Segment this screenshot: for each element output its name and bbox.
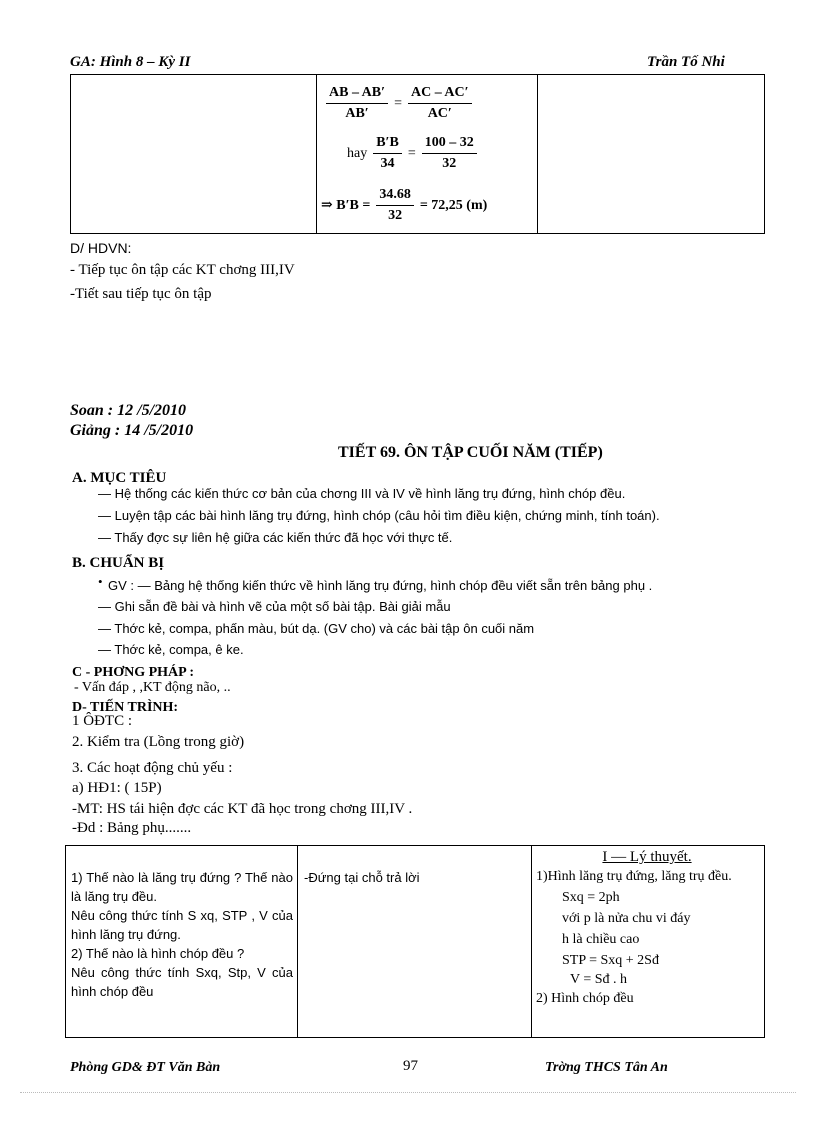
table-divider-1 [316, 75, 317, 233]
content-line: với p là nửa chu vi đáy [562, 911, 691, 926]
header-left: GA: Hình 8 – Kỳ II [70, 54, 191, 70]
teacher-column [71, 868, 293, 1001]
section-b-title: B. CHUẨN BỊ [72, 555, 165, 571]
formula-row-2 [347, 135, 477, 172]
section-d-item: -Đd : Bảng phụ....... [72, 820, 192, 836]
fraction-numerator: 34.68 [376, 187, 414, 206]
fraction-numerator: AB – AB′ [326, 85, 388, 104]
fraction-denominator: 32 [388, 208, 403, 223]
section-c-text: - Vấn đáp , ,KT động não, .. [74, 680, 231, 695]
equals-sign: = [394, 95, 402, 111]
giang-date: Giảng : 14 /5/2010 [70, 422, 194, 439]
section-d-item: -MT: HS tái hiện đợc các KT đã học trong chơng III,IV . [72, 801, 413, 817]
header-right: Trần Tố Nhi [647, 54, 725, 70]
student-column: -Đứng tại chỗ trả lời [304, 870, 420, 885]
content-line: V = Sđ . h [570, 972, 628, 987]
fraction-numerator: 100 – 32 [422, 135, 477, 154]
equals-sign: = [407, 145, 416, 161]
fraction-result [376, 187, 414, 224]
footer-left: Phòng GD& ĐT Văn Bàn [70, 1060, 221, 1075]
page-edge-dotted-line [20, 1092, 796, 1093]
hdvn-line-1: - Tiếp tục ôn tập các KT chơng III,IV [70, 262, 295, 278]
hdvn-title: D/ HDVN: [70, 240, 132, 256]
footer-right: Trờng THCS Tân An [545, 1060, 668, 1075]
section-a-item: — Thấy đợc sự liên hệ giữa các kiến thức đã học với thực tế. [98, 530, 453, 545]
fraction-ab [326, 85, 388, 122]
bullet-icon: • [98, 574, 103, 589]
teacher-question: 2) Thế nào là hình chóp đều ? [71, 946, 245, 961]
teacher-question: Nêu công thức tính Sxq, Stp, V của hình chóp đều [71, 965, 293, 999]
section-b-item: — Thớc kẻ, compa, phấn màu, bút dạ. (GV cho) và các bài tập ôn cuối năm [98, 621, 535, 636]
fraction-numerator: AC – AC′ [408, 85, 472, 104]
formula-row-1 [326, 85, 472, 122]
section-c-title: C - PHƠNG PHÁP : [72, 665, 195, 680]
fraction-denominator: 34 [380, 156, 395, 171]
content-line: h là chiều cao [562, 932, 640, 947]
fraction-100 [422, 135, 477, 172]
page-number: 97 [403, 1058, 418, 1074]
fraction-numerator: B′B [373, 135, 402, 154]
soan-date: Soan : 12 /5/2010 [70, 402, 187, 419]
section-b-item: — Thớc kẻ, compa, ê ke. [98, 642, 244, 657]
formula-result: = 72,25 (m) [419, 197, 488, 213]
fraction-ac [408, 85, 472, 122]
content-line: 2) Hình chóp đều [536, 991, 634, 1006]
section-b-item: GV : — Bảng hệ thống kiến thức về hình lăng trụ đứng, hình chóp đều viết sẵn trên bảng phụ . [108, 578, 653, 593]
content-line: 1)Hình lăng trụ đứng, lăng trụ đều. [536, 869, 732, 884]
section-a-item: — Luyện tập các bài hình lăng trụ đứng, hình chóp (câu hỏi tìm điều kiện, chứng minh, tính toán). [98, 508, 660, 523]
section-d-title: D- TIẾN TRÌNH: [72, 700, 179, 715]
content-line: STP = Sxq + 2Sđ [562, 953, 659, 968]
fraction-denominator: AB′ [345, 106, 369, 121]
fraction-denominator: 32 [442, 156, 457, 171]
teacher-question: Nêu công thức tính S xq, STP , V của hình lăng trụ đứng. [71, 908, 293, 942]
content-heading: I — Lý thuyết. [602, 849, 692, 865]
lesson-title: TIẾT 69. ÔN TẬP CUỐI NĂM (TIẾP) [338, 444, 603, 461]
formula-row-3 [321, 187, 487, 224]
section-d-item: 1 ÔĐTC : [72, 713, 132, 729]
content-column [536, 848, 758, 1008]
table-divider-1 [297, 846, 298, 1037]
table-divider-2 [537, 75, 538, 233]
hdvn-line-2: -Tiết sau tiếp tục ôn tập [70, 286, 212, 302]
section-b-item: — Ghi sẵn đề bài và hình vẽ của một số bài tập. Bài giải mẫu [98, 599, 451, 614]
section-d-item: 3. Các hoạt động chủ yếu : [72, 760, 233, 776]
fraction-denominator: AC′ [427, 106, 452, 121]
fraction-bb [373, 135, 402, 172]
section-a-item: — Hệ thống các kiến thức cơ bản của chơng III và IV về hình lăng trụ đứng, hình chóp đều. [98, 486, 626, 501]
section-d-item: 2. Kiểm tra (Lồng trong giờ) [72, 734, 245, 750]
section-d-item: a) HĐ1: ( 15P) [72, 780, 162, 796]
formula-prefix: ⇒ B′B = [321, 198, 371, 213]
teacher-question: 1) Thế nào là lăng trụ đứng ? Thế nào là lăng trụ đều. [71, 870, 293, 904]
section-a-title: A. MỤC TIÊU [72, 470, 167, 486]
activity-table [65, 845, 765, 1038]
content-line: Sxq = 2ph [562, 890, 620, 905]
formula-table [70, 75, 765, 234]
table-divider-2 [531, 846, 532, 1037]
formula-prefix: hay [347, 145, 368, 161]
